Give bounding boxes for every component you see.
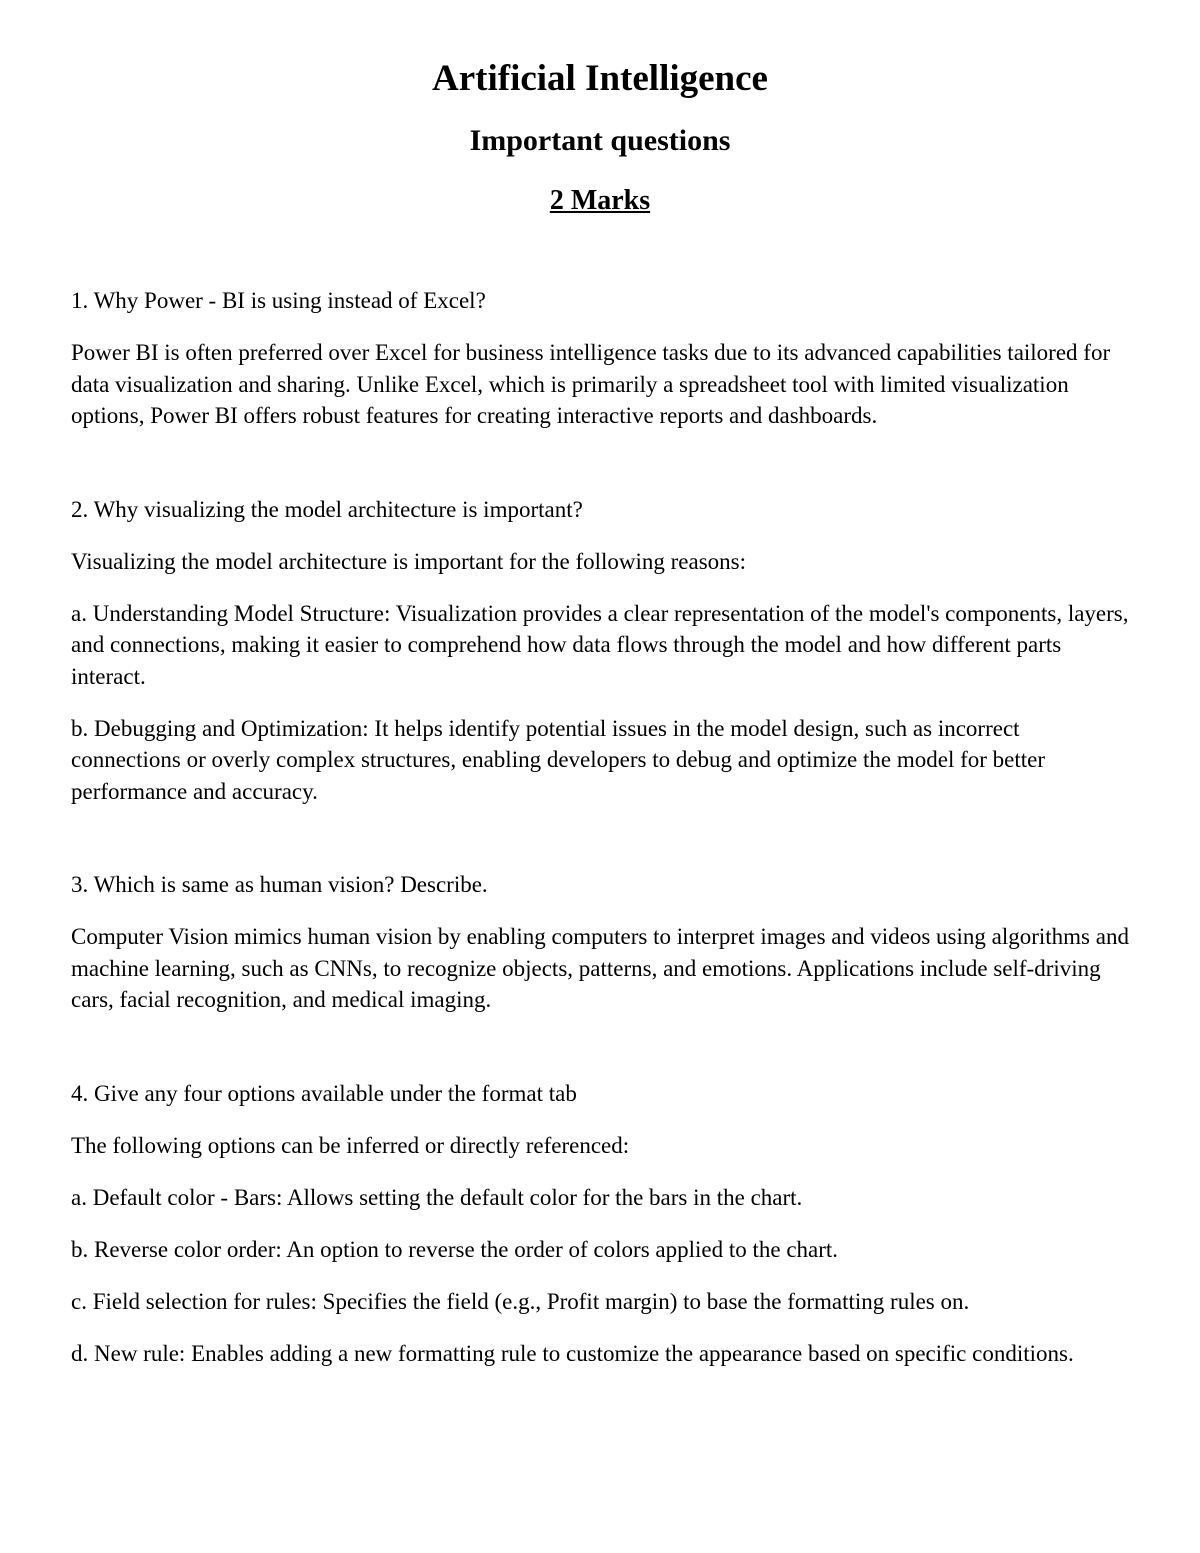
question-section (71, 285, 1131, 432)
question-section (71, 494, 1131, 808)
question-text: 3. Which is same as human vision? Describe. (71, 872, 488, 897)
answer-paragraph: b. Reverse color order: An option to reverse the order of colors applied to the chart. (71, 1236, 839, 1262)
question-text: 4. Give any four options available under the format tab (71, 1080, 577, 1106)
question-text: 1. Why Power - BI is using instead of Excel? (71, 288, 486, 313)
question-section (71, 869, 1131, 1016)
answer-paragraph: The following options can be inferred or directly referenced: (71, 1132, 630, 1158)
answer-paragraph: d. New rule: Enables adding a new formatting rule to customize the appearance based on specific conditions. (71, 1340, 1074, 1366)
question-section (71, 1078, 1131, 1370)
document-title: Artificial Intelligence (432, 58, 768, 99)
answer-paragraph: a. Default color - Bars: Allows setting the default color for the bars in the chart. (71, 1184, 803, 1210)
document-subtitle: Important questions (469, 124, 731, 157)
answer-paragraph: b. Debugging and Optimization: It helps identify potential issues in the model design, such as incorrect connections or overly complex structures, enabling developers to debug and optimize the model for better performance and accuracy. (71, 715, 1046, 804)
answer-paragraph: Power BI is often preferred over Excel for business intelligence tasks due to its advanced capabilities tailored for data visualization and sharing. Unlike Excel, which is primarily a spreadsheet tool with limited visualization options, Power BI offers robust features for creating interactive reports and dashboards. (71, 340, 1111, 428)
answer-paragraph: Visualizing the model architecture is important for the following reasons: (71, 548, 747, 574)
question-text: 2. Why visualizing the model architecture is important? (71, 496, 583, 522)
answer-paragraph: a. Understanding Model Structure: Visualization provides a clear representation of the model's components, layers, and connections, making it easier to comprehend how data flows through the model and how different parts interact. (71, 600, 1129, 689)
answer-paragraph: Computer Vision mimics human vision by enabling computers to interpret images and videos using algorithms and machine learning, such as CNNs, to recognize objects, patterns, and emotions. Applications include self-driving cars, facial recognition, and medical imaging. (71, 924, 1129, 1012)
marks-heading: 2 Marks (549, 185, 651, 216)
questions-body (71, 285, 1131, 1390)
answer-paragraph: c. Field selection for rules: Specifies the field (e.g., Profit margin) to base the formatting rules on. (71, 1288, 970, 1314)
